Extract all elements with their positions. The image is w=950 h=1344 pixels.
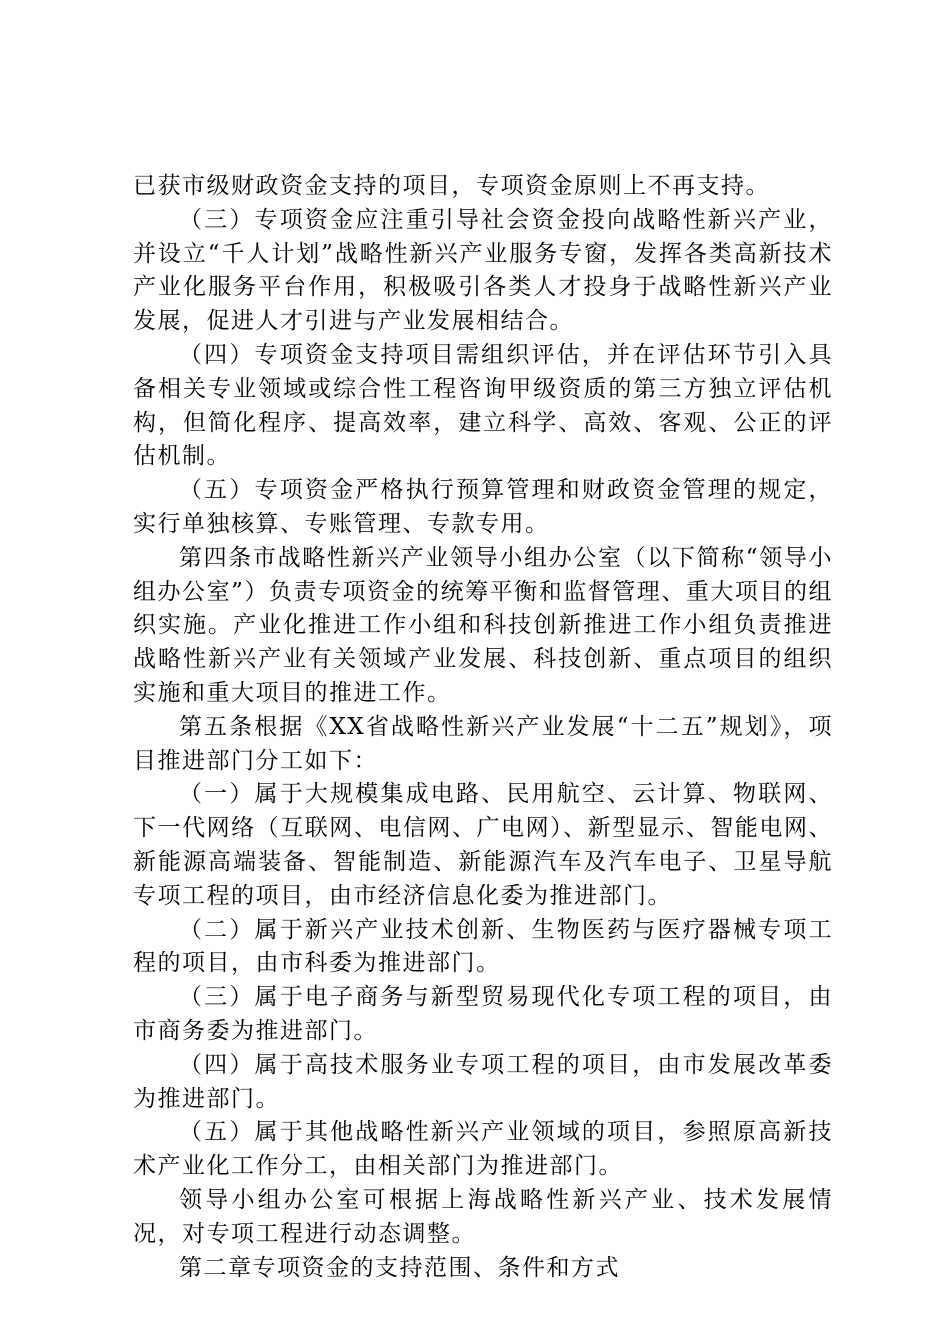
- paragraph-item-4: （四）属于高技术服务业专项工程的项目，由市发展改革委为推进部门。: [133, 1051, 833, 1112]
- paragraph-clause-5: （五）专项资金严格执行预算管理和财政资金管理的规定，实行单独核算、专账管理、专款专用。: [133, 477, 833, 537]
- paragraph-item-2: （二）属于新兴产业技术创新、生物医药与医疗器械专项工程的项目，由市科委为推进部门。: [133, 916, 833, 977]
- paragraph-article-4: 第四条市战略性新兴产业领导小组办公室（以下简称“领导小组办公室”）负责专项资金的统筹平衡和监督管理、重大项目的组织实施。产业化推进工作小组和科技创新推进工作小组负责推进战略性新兴产业有关领域产业发展、科技创新、重点项目的组织实施和重大项目的推进工作。: [133, 544, 833, 706]
- paragraph-continuation: 已获市级财政资金支持的项目，专项资金原则上不再支持。: [133, 173, 770, 199]
- paragraph-article-5: 第五条根据《XX省战略性新兴产业发展“十二五”规划》，项目推进部门分工如下：: [133, 713, 833, 774]
- paragraph-clause-4: （四）专项资金支持项目需组织评估，并在评估环节引入具备相关专业领域或综合性工程咨询甲级资质的第三方独立评估机构，但简化程序、提高效率，建立科学、高效、客观、公正的评估机制。: [133, 341, 833, 470]
- paragraph-adjustment: 领导小组办公室可根据上海战略性新兴产业、技术发展情况，对专项工程进行动态调整。: [133, 1186, 833, 1247]
- paragraph-clause-3: （三）专项资金应注重引导社会资金投向战略性新兴产业，并设立“千人计划”战略性新兴产业服务专窗，发挥各类高新技术产业化服务平台作用，积极吸引各类人才投身于战略性新兴产业发展，促进人才引进与产业发展相结合。: [133, 206, 833, 335]
- document-body: [133, 170, 833, 1285]
- paragraph-item-3: （三）属于电子商务与新型贸易现代化专项工程的项目，由市商务委为推进部门。: [133, 984, 833, 1044]
- paragraph-item-5: （五）属于其他战略性新兴产业领域的项目，参照原高新技术产业化工作分工，由相关部门为推进部门。: [133, 1119, 833, 1180]
- chapter-heading: 第二章专项资金的支持范围、条件和方式: [179, 1254, 620, 1281]
- paragraph-item-1: （一）属于大规模集成电路、民用航空、云计算、物联网、下一代网络（互联网、电信网、广电网）、新型显示、智能电网、新能源高端装备、智能制造、新能源汽车及汽车电子、卫星导航专项工程的项目，由市经济信息化委为推进部门。: [133, 781, 833, 909]
